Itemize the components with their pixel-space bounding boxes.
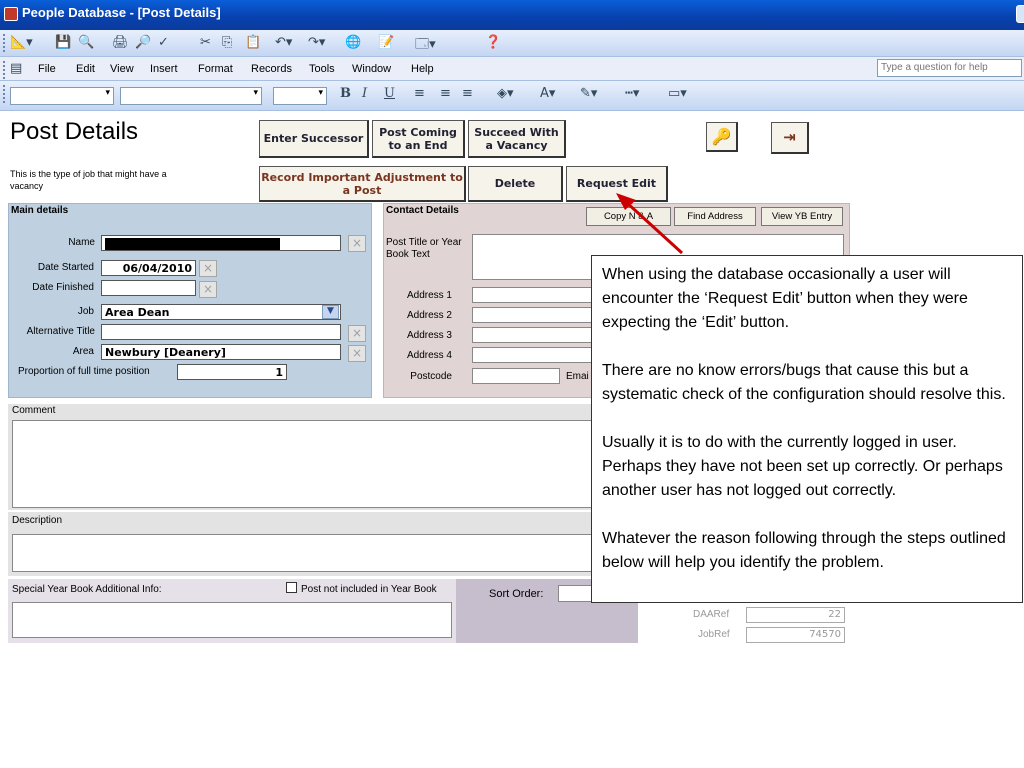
comment-header-bar	[8, 404, 623, 418]
area-field[interactable]: Newbury [Deanery]	[101, 344, 341, 360]
address4-label: Address 4	[406, 350, 452, 361]
date-finished-field[interactable]	[101, 280, 196, 296]
job-label: Job	[77, 306, 94, 317]
toolbar-grip-2[interactable]	[3, 85, 6, 103]
menu-tools[interactable]: Tools	[309, 63, 335, 75]
new-object-icon[interactable]: 🗔▾	[415, 37, 436, 52]
record-important-adjustment-button[interactable]: Record Important Adjustment to a Post	[259, 166, 466, 202]
callout-paragraph-4: Whatever the reason following through the steps outlined below will help you identify the problem.	[602, 530, 1006, 571]
menu-help[interactable]: Help	[411, 63, 434, 75]
menu-grip[interactable]	[3, 61, 6, 79]
undo-icon[interactable]: ↶▾	[275, 35, 293, 50]
exit-door-icon[interactable]: ⇥	[771, 122, 809, 154]
proportion-label: Proportion of full time position	[18, 366, 150, 377]
find-address-button[interactable]: Find Address	[674, 207, 756, 226]
standard-toolbar	[0, 30, 1024, 57]
area-label: Area	[72, 346, 94, 357]
window-restore-button[interactable]	[1016, 5, 1024, 23]
italic-icon[interactable]: I	[362, 86, 368, 101]
font-select[interactable]: ▾	[120, 87, 262, 105]
description-field[interactable]	[12, 534, 617, 572]
clear-date-finished-icon[interactable]: ×	[199, 281, 217, 298]
clear-date-started-icon[interactable]: ×	[199, 260, 217, 277]
fill-color-icon[interactable]: ◈▾	[497, 86, 514, 101]
daaref-field[interactable]: 22	[746, 607, 845, 623]
red-arrow-icon	[600, 190, 700, 265]
date-started-label: Date Started	[37, 262, 94, 273]
window-title: People Database - [Post Details]	[22, 5, 221, 20]
design-view-icon[interactable]: 📐▾	[10, 35, 33, 50]
help-icon-button[interactable]: 🔑	[706, 122, 738, 152]
align-right-icon[interactable]: ≡	[462, 86, 473, 101]
access-app-icon	[4, 7, 18, 21]
print-preview-icon[interactable]: 🔎	[135, 35, 152, 50]
daaref-label: DAARef	[693, 609, 730, 620]
job-select[interactable]	[101, 304, 341, 320]
page-subtitle: This is the type of job that might have a vacancy	[10, 169, 167, 191]
clear-area-icon[interactable]: ×	[348, 345, 366, 362]
main-details-header: Main details	[11, 205, 69, 216]
page-title: Post Details	[10, 118, 139, 145]
view-yb-entry-button[interactable]: View YB Entry	[761, 207, 843, 226]
name-field[interactable]	[101, 235, 341, 251]
font-size-select[interactable]: ▾	[273, 87, 327, 105]
properties-icon[interactable]: 📝	[378, 35, 395, 50]
not-included-checkbox[interactable]	[286, 582, 297, 593]
alternative-title-field[interactable]	[101, 324, 341, 340]
redacted-name	[105, 238, 280, 250]
request-edit-button[interactable]: Request Edit	[566, 166, 668, 202]
address3-label: Address 3	[406, 330, 452, 341]
bold-icon[interactable]: B	[340, 86, 351, 101]
search-icon[interactable]: 🔍	[78, 35, 95, 50]
clear-name-icon[interactable]: ×	[348, 235, 366, 252]
special-info-field[interactable]	[12, 602, 452, 638]
clear-alt-title-icon[interactable]: ×	[348, 325, 366, 342]
date-started-field[interactable]: 06/04/2010	[101, 260, 196, 276]
redo-icon[interactable]: ↷▾	[308, 35, 326, 50]
explanation-callout	[591, 255, 1023, 603]
menu-records[interactable]: Records	[251, 63, 292, 75]
cut-icon[interactable]: ✂	[200, 35, 211, 50]
underline-icon[interactable]: U	[384, 86, 395, 101]
spelling-icon[interactable]: ✓	[158, 35, 169, 50]
postcode-field[interactable]	[472, 368, 560, 384]
menu-bar	[0, 57, 1024, 81]
font-color-icon[interactable]: A▾	[540, 86, 556, 101]
copy-icon[interactable]: ⎘	[222, 35, 233, 50]
post-title-label: Post Title or Year Book Text	[386, 237, 462, 260]
line-color-icon[interactable]: ✎▾	[580, 86, 598, 101]
paste-icon[interactable]: 📋	[245, 35, 262, 50]
menu-window[interactable]: Window	[352, 63, 392, 75]
name-label: Name	[68, 237, 95, 248]
sort-order-label: Sort Order:	[489, 588, 544, 600]
save-icon[interactable]: 💾	[55, 35, 72, 50]
address2-label: Address 2	[406, 310, 452, 321]
object-select[interactable]: ▾	[10, 87, 114, 105]
post-coming-to-end-button[interactable]: Post Coming to an End	[372, 120, 465, 158]
toolbar-grip[interactable]	[3, 34, 6, 52]
date-finished-label: Date Finished	[32, 282, 94, 293]
copy-na-button[interactable]: Copy N & A	[586, 207, 671, 226]
email-label: Emai	[566, 371, 589, 382]
succeed-with-vacancy-button[interactable]: Succeed With a Vacancy	[468, 120, 566, 158]
help-question-input[interactable]: Type a question for help	[877, 59, 1022, 77]
menu-edit[interactable]: Edit	[76, 63, 95, 75]
comment-label: Comment	[12, 405, 56, 416]
comment-field[interactable]	[12, 420, 617, 508]
contact-details-header: Contact Details	[386, 205, 459, 216]
border-width-icon[interactable]: ┅▾	[625, 86, 640, 101]
menu-format[interactable]: Format	[198, 63, 233, 75]
help-icon[interactable]: ❓	[485, 35, 502, 50]
delete-button[interactable]: Delete	[468, 166, 563, 202]
proportion-field[interactable]: 1	[177, 364, 287, 380]
special-info-label: Special Year Book Additional Info:	[12, 584, 162, 595]
postcode-label: Postcode	[410, 371, 452, 382]
jobref-label: JobRef	[698, 629, 730, 640]
special-effect-icon[interactable]: ▭▾	[668, 86, 687, 101]
align-center-icon[interactable]: ≡	[440, 86, 451, 101]
description-label: Description	[12, 515, 63, 526]
window-title-bar	[0, 0, 1024, 30]
enter-successor-button[interactable]: Enter Successor	[259, 120, 369, 158]
menu-view[interactable]: View	[110, 63, 134, 75]
align-left-icon[interactable]: ≡	[414, 86, 425, 101]
menu-insert[interactable]: Insert	[150, 63, 178, 75]
alternative-title-label: Alternative Title	[26, 326, 95, 337]
print-icon[interactable]: 🖨	[112, 35, 129, 50]
jobref-field[interactable]: 74570	[746, 627, 845, 643]
callout-paragraph-2: There are no know errors/bugs that cause this but a systematic check of the configuration should resolve this.	[602, 362, 1006, 403]
not-included-label: Post not included in Year Book	[301, 584, 437, 595]
form-icon: ▤	[10, 61, 23, 76]
callout-paragraph-1: When using the database occasionally a user will encounter the ‘Request Edit’ button when they were expecting the ‘Edit’ button.	[602, 266, 968, 331]
callout-paragraph-3: Usually it is to do with the currently logged in user. Perhaps they have not been set up correctly. Or perhaps another user has not logged out correctly.	[602, 434, 1003, 499]
address1-label: Address 1	[406, 290, 452, 301]
chevron-down-icon[interactable]: ▼	[322, 305, 339, 319]
job-value: Area Dean	[105, 306, 170, 319]
formatting-toolbar	[0, 81, 1024, 111]
hyperlink-icon[interactable]: 🌐	[345, 35, 362, 50]
menu-file[interactable]: File	[38, 63, 56, 75]
